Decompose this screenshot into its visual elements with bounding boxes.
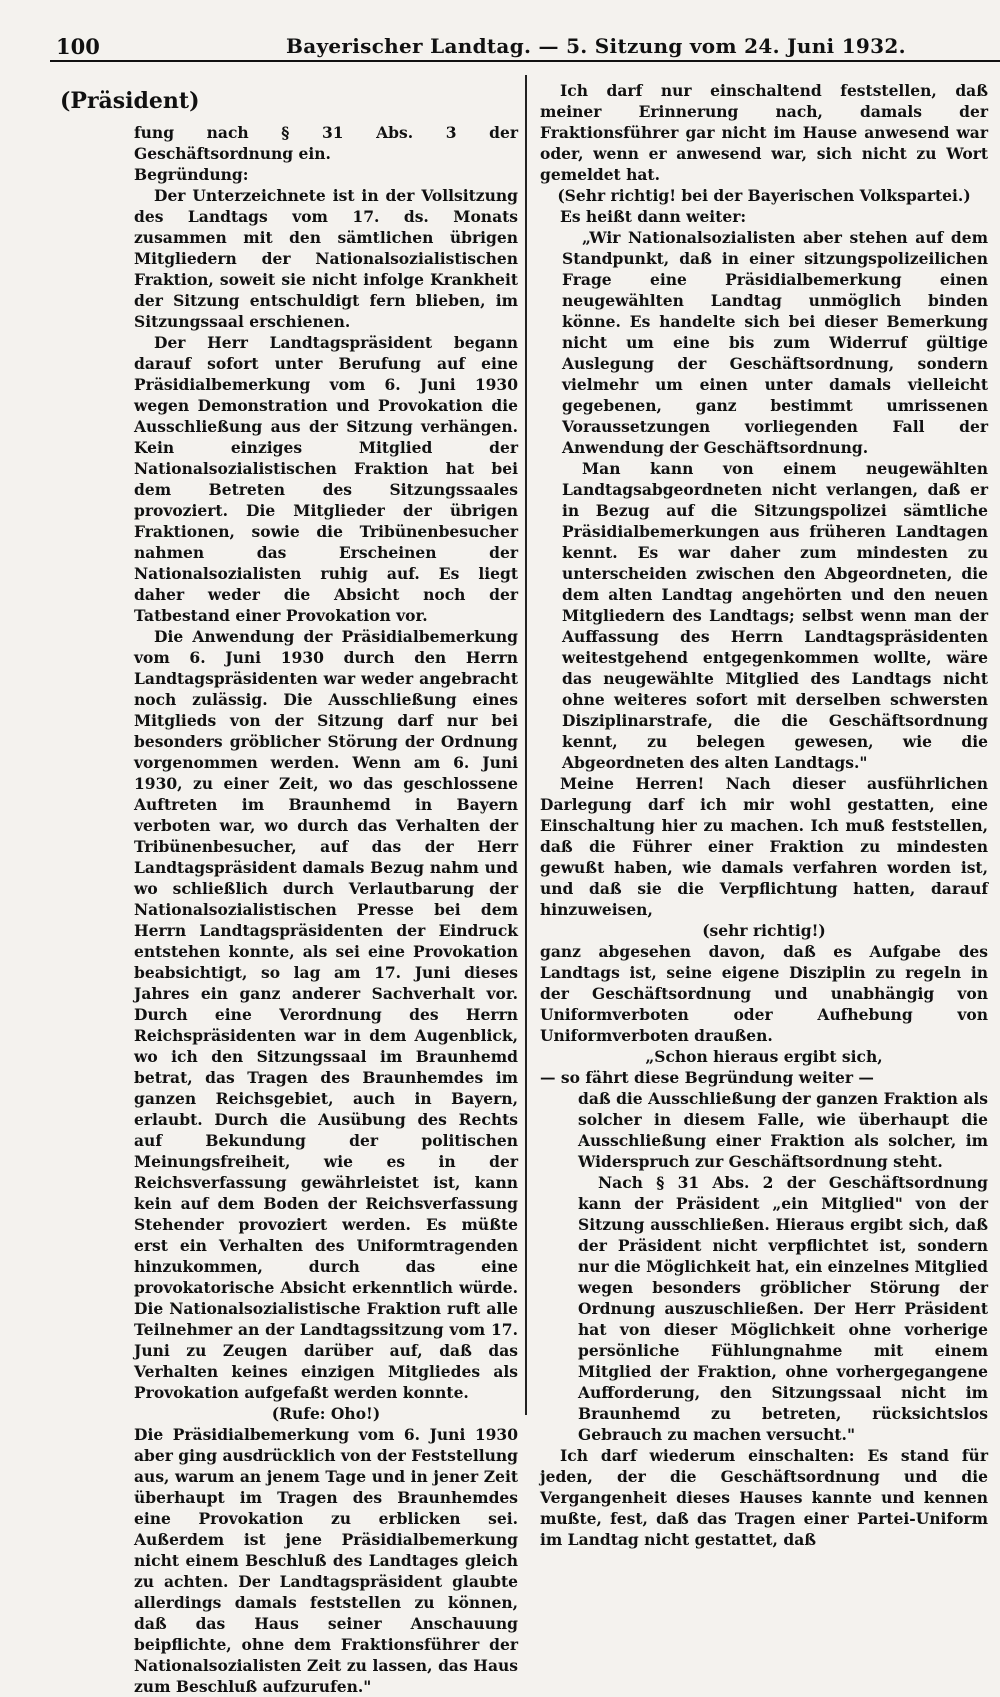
speaker-label: (Präsident) [60, 88, 200, 114]
quoted-paragraph: Man kann von einem neugewählten Landtagsabgeordneten nicht verlangen, daß er in Bezug auf die Sitzungspolizei sämtliche Präsidialbemerkungen aus früheren Landtagen kennt. Es war daher zum mindesten zu unterscheiden zwischen den Abgeordneten, die dem alten Landtag angehörten und den neuen Mitgliedern des Landtags; selbst wenn man der Auffassung des Herrn Landtagspräsidenten weitestgehend entgegenkommen wollte, wäre das neugewählte Mitglied des Landtags nicht ohne weiteres sofort mit derselben schwersten Disziplinarstrafe, die die Geschäftsordnung kennt, zu belegen gewesen, wie die Abgeordneten des alten Landtags." [562, 459, 988, 772]
left-column [134, 122, 518, 1697]
paragraph: fung nach § 31 Abs. 3 der Geschäftsordnung ein. [134, 123, 518, 163]
page-number: 100 [56, 34, 100, 59]
interjection: (sehr richtig!) [702, 921, 826, 940]
quoted-line: „Schon hieraus ergibt sich, [645, 1047, 883, 1066]
paragraph: Meine Herren! Nach dieser ausführlichen Darlegung darf ich mir wohl gestatten, eine Einschaltung hier zu machen. Ich muß feststellen, daß die Führer einer Fraktion zu mindesten gewußt haben, wie damals verfahren worden ist, und daß sie die Verpflichtung hatten, darauf hinzuweisen, [540, 774, 988, 919]
paragraph: — so fährt diese Begründung weiter — [540, 1068, 874, 1087]
paragraph: Es heißt dann weiter: [560, 207, 747, 226]
paragraph: Der Herr Landtagspräsident begann darauf sofort unter Berufung auf eine Präsidialbemerkung vom 6. Juni 1930 wegen Demonstration und Provokation die Ausschließung aus der Sitzung verhängen. Kein einziges Mitglied der Nationalsozialistischen Fraktion hat bei dem Betreten des Sitzungssaales provoziert. Die Mitglieder der übrigen Fraktionen, sowie die Tribünenbesucher nahmen das Erscheinen der Nationalsozialisten ruhig auf. Es liegt daher weder die Absicht noch der Tatbestand einer Provokation vor. [134, 333, 518, 625]
paragraph: Ich darf wiederum einschalten: Es stand für jeden, der die Geschäftsordnung und die Vergangenheit dieses Hauses kannte und kennen mußte, fest, daß das Tragen einer Partei-Uniform im Landtag nicht gestattet, daß [540, 1446, 988, 1549]
interjection: (Sehr richtig! bei der Bayerischen Volkspartei.) [557, 186, 971, 205]
interjection: (Rufe: Oho!) [271, 1404, 381, 1423]
paragraph: Der Unterzeichnete ist in der Vollsitzung des Landtags vom 17. ds. Monats zusammen mit den sämtlichen übrigen Mitgliedern der Nationalsozialistischen Fraktion, soweit sie nicht infolge Krankheit der Sitzung entschuldigt fern blieben, im Sitzungssaal erschienen. [134, 186, 518, 331]
quoted-paragraph: „Wir Nationalsozialisten aber stehen auf dem Standpunkt, daß in einer sitzungspolizeilichen Frage eine Präsidialbemerkung einen neugewählten Landtag unmöglich binden könne. Es handelte sich bei dieser Bemerkung nicht um eine bis zum Widerruf gültige Auslegung der Geschäftsordnung, sondern vielmehr um einen unter damals vielleicht gegebenen, ganz bestimmt umrissenen Voraussetzungen vorliegenden Fall der Anwendung der Geschäftsordnung. [562, 228, 988, 457]
paragraph: Ich darf nur einschaltend feststellen, daß meiner Erinnerung nach, damals der Fraktionsführer gar nicht im Hause anwesend war oder, wenn er anwesend war, sich nicht zu Wort gemeldet hat. [540, 81, 988, 184]
paragraph: Die Anwendung der Präsidialbemerkung vom 6. Juni 1930 durch den Herrn Landtagspräsidenten war weder angebracht noch zulässig. Die Ausschließung eines Mitglieds von der Sitzung darf nur bei besonders gröblicher Störung der Ordnung vorgenommen werden. Wenn am 6. Juni 1930, zu einer Zeit, wo das geschlossene Auftreten im Braunhemd in Bayern verboten war, wo durch das Verhalten der Tribünenbesucher, auf das der Herr Landtagspräsident damals Bezug nahm und wo schließlich durch Verlautbarung der Nationalsozialistischen Presse bei dem Herrn Landtagspräsidenten der Eindruck entstehen konnte, als sei eine Provokation beabsichtigt, so lag am 17. Juni dieses Jahres ein ganz anderer Sachverhalt vor. Durch eine Verordnung des Herrn Reichspräsidenten war in dem Augenblick, wo ich den Sitzungssaal im Braunhemd betrat, das Tragen des Braunhemdes im ganzen Reichsgebiet, auch in Bayern, erlaubt. Durch die Ausübung des Rechts auf Bekundung der politischen Meinungsfreiheit, wie es in der Reichsverfassung gewährleistet ist, kann kein auf dem Boden der Reichsverfassung Stehender provoziert werden. Es müßte erst ein Verhalten des Uniformtragenden hinzukommen, durch das eine provokatorische Absicht erkenntlich würde. Die Nationalsozialistische Fraktion ruft alle Teilnehmer an der Landtagssitzung vom 17. Juni zu Zeugen darüber auf, daß das Verhalten keines einzigen Mitgliedes als Provokation aufgefaßt werden konnte. [134, 627, 518, 1402]
running-title: Bayerischer Landtag. — 5. Sitzung vom 24. Juni 1932. [286, 34, 906, 58]
quoted-paragraph: Nach § 31 Abs. 2 der Geschäftsordnung kann der Präsident „ein Mitglied" von der Sitzung ausschließen. Hieraus ergibt sich, daß der Präsident nicht verpflichtet ist, sondern nur die Möglichkeit hat, ein einzelnes Mitglied wegen besonders gröblicher Störung der Ordnung auszuschließen. Der Herr Präsident hat von dieser Möglichkeit ohne vorherige persönliche Fühlungnahme mit einem Mitglied der Fraktion, ohne vorhergegangene Aufforderung, den Sitzungssaal nicht im Braunhemd zu betreten, rücksichtslos Gebrauch zu machen versucht." [578, 1173, 988, 1444]
page-header [56, 34, 960, 62]
paragraph: Die Präsidialbemerkung vom 6. Juni 1930 aber ging ausdrücklich von der Feststellung aus, warum an jenem Tage und in jener Zeit überhaupt im Tragen des Braunhemdes eine Provokation zu erblicken sei. Außerdem ist jene Präsidialbemerkung nicht einem Beschluß des Landtages gleich zu achten. Der Landtagspräsident glaubte allerdings damals feststellen zu können, daß das Haus seiner Anschauung beipflichte, ohne dem Fraktionsführer der Nationalsozialisten Zeit zu lassen, das Haus zum Beschluß aufzurufen." [134, 1425, 518, 1696]
quoted-paragraph: daß die Ausschließung der ganzen Fraktion als solcher in diesem Falle, wie überhaupt die Ausschließung einer Fraktion als solcher, im Widerspruch zur Geschäftsordnung steht. [578, 1089, 988, 1171]
paragraph: ganz abgesehen davon, daß es Aufgabe des Landtags ist, seine eigene Disziplin zu regeln in der Geschäftsordnung und unabhängig von Uniformverboten oder Aufhebung von Uniformverboten draußen. [540, 942, 988, 1045]
paragraph: Begründung: [134, 165, 249, 184]
header-rule [50, 60, 1000, 62]
right-column [540, 80, 988, 1550]
column-divider [525, 75, 527, 1415]
